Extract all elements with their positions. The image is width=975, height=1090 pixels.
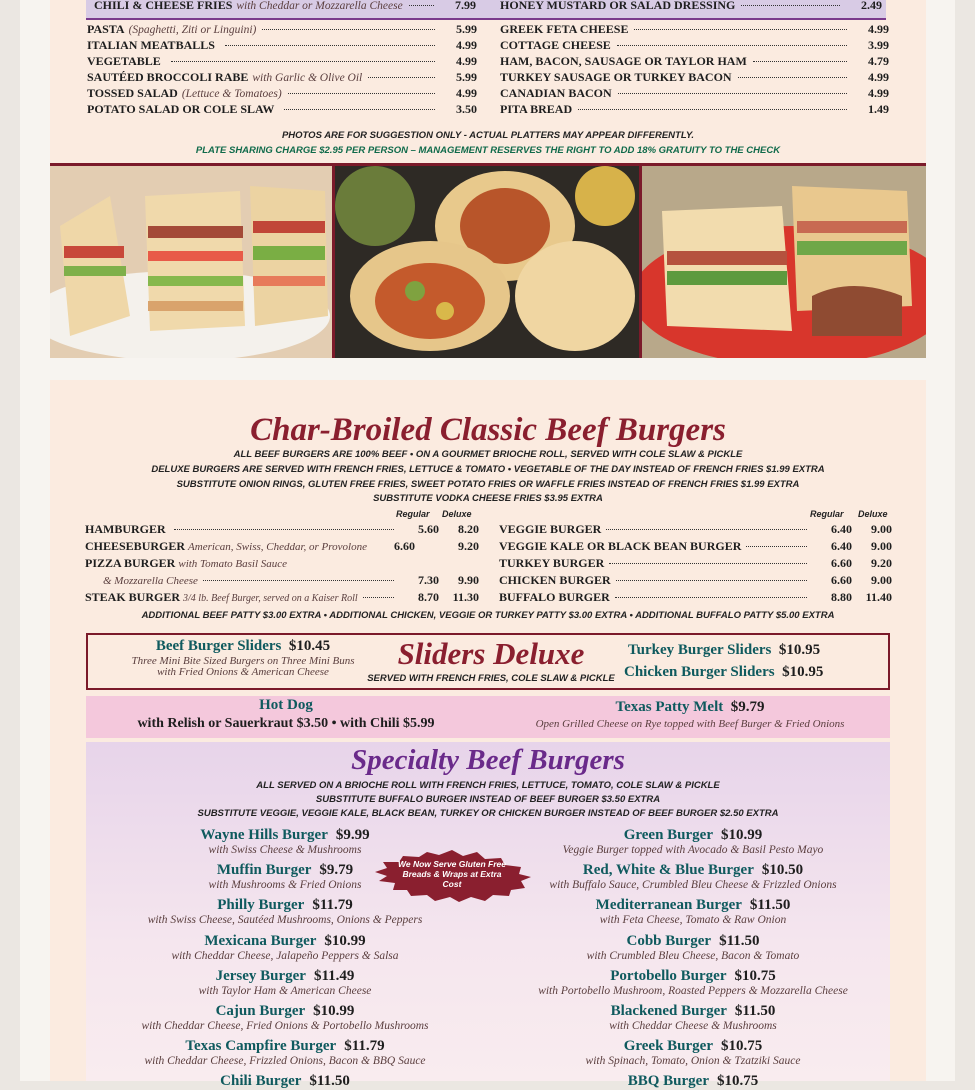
gluten-free-badge [373,850,531,902]
specialty-item: Mediterranean Burger $11.50 with Feta Cheese, Tomato & Raw Onion [595,897,791,926]
classic-note: DELUXE BURGERS ARE SERVED WITH FRENCH FRIES, LETTUCE & TOMATO • VEGETABLE OF THE DAY INSTEAD OF FRENCH FRIES $1.99 EXTRA [151,464,825,475]
col-regular-right: Regular [810,509,844,519]
hot-dog-band [86,696,890,738]
specialty-title: Specialty Beef Burgers [351,744,625,776]
burger-row: PIZZA BURGER with Tomato Basil Sauce [85,556,288,570]
specialty-item: Wayne Hills Burger $9.99 with Swiss Cheese & Mushrooms [200,827,370,856]
burger-row: & Mozzarella Cheese 7.30 9.90 [103,573,479,587]
specialty-note: SUBSTITUTE VEGGIE, VEGGIE KALE, BLACK BEAN, TURKEY OR CHICKEN BURGER INSTEAD OF BEEF BURGER $2.50 EXTRA [197,808,779,819]
badge-text: We Now Serve Gluten Free Breads & Wraps at Extra Cost [397,859,506,889]
classic-note: SUBSTITUTE VODKA CHEESE FRIES $3.95 EXTRA [373,493,603,504]
col-deluxe-left: Deluxe [442,509,472,519]
specialty-note: SUBSTITUTE BUFFALO BURGER INSTEAD OF BEEF BURGER $3.50 EXTRA [315,794,661,805]
menu-item: COTTAGE CHEESE 3.99 [500,38,889,52]
patty-melt-desc: Open Grilled Cheese on Rye topped with Beef Burger & Fried Onions [535,718,845,730]
burgers-menu-panel [50,380,926,1089]
menu-item: VEGETABLE 4.99 [87,54,477,68]
wrap-photo [332,166,639,358]
specialty-item: Chili Burger $11.50 [220,1073,350,1089]
sliders-box [86,633,890,690]
burger-row: HAMBURGER 5.60 8.20 [85,522,479,536]
menu-item: HAM, BACON, SAUSAGE OR TAYLOR HAM 4.79 [500,54,889,68]
grilled-sandwich-photo [639,166,926,358]
specialty-item: Green Burger $10.99 Veggie Burger topped with Avocado & Basil Pesto Mayo [562,827,824,856]
classic-burgers-title: Char-Broiled Classic Beef Burgers [250,412,726,448]
burger-row: CHICKEN BURGER 6.60 9.00 [499,573,892,587]
specialty-item: Greek Burger $10.75 with Spinach, Tomato, Onion & Tzatziki Sauce [585,1038,801,1067]
burger-row: TURKEY BURGER 6.60 9.20 [499,556,892,570]
sliders-deluxe-title: Sliders Deluxe [397,636,585,671]
hot-dog-title: Hot Dog [259,697,313,713]
extra-patty-note: ADDITIONAL BEEF PATTY $3.00 EXTRA • ADDITIONAL CHICKEN, VEGGIE OR TURKEY PATTY $3.00 EXTRA • ADDITIONAL BUFFALO PATTY $5.00 EXTRA [141,610,835,621]
band-right-item: HONEY MUSTARD OR SALAD DRESSING 2.49 [500,0,882,12]
sides-menu-panel [50,0,926,355]
menu-item: PASTA (Spaghetti, Ziti or Linguini) 5.99 [87,22,477,36]
sliders-subtitle: SERVED WITH FRENCH FRIES, COLE SLAW & PICKLE [367,673,615,684]
menu-item: TURKEY SAUSAGE OR TURKEY BACON 4.99 [500,70,889,84]
specialty-item: Texas Campfire Burger $11.79 with Cheddar Cheese, Frizzled Onions, Bacon & BBQ Sauce [144,1038,426,1067]
classic-note: ALL BEEF BURGERS ARE 100% BEEF • ON A GOURMET BRIOCHE ROLL, SERVED WITH COLE SLAW & PICKLE [233,449,743,460]
chicken-sliders: Chicken Burger Sliders $10.95 [624,664,824,680]
burger-row: STEAK BURGER 3/4 lb. Beef Burger, served on a Kaiser Roll 8.70 11.30 [85,590,479,604]
band-left-item: CHILI & CHEESE FRIES with Cheddar or Mozzarella Cheese 7.99 [94,0,476,12]
burger-row: VEGGIE BURGER 6.40 9.00 [499,522,892,536]
specialty-item: BBQ Burger $10.75 [627,1073,759,1089]
turkey-sliders: Turkey Burger Sliders $10.95 [628,642,821,658]
specialty-note: ALL SERVED ON A BRIOCHE ROLL WITH FRENCH FRIES, LETTUCE, TOMATO, COLE SLAW & PICKLE [256,780,720,791]
specialty-item: Portobello Burger $10.75 with Portobello Mushroom, Roasted Peppers & Mozzarella Cheese [538,968,848,997]
burger-row: BUFFALO BURGER 8.80 11.40 [499,590,892,604]
menu-item: ITALIAN MEATBALLS 4.99 [87,38,477,52]
club-sandwich-photo [50,166,332,358]
sharing-charge-note: PLATE SHARING CHARGE $2.95 PER PERSON – MANAGEMENT RESERVES THE RIGHT TO ADD 18% GRATUITY TO THE CHECK [195,145,781,156]
burger-row: VEGGIE KALE OR BLACK BEAN BURGER 6.40 9.00 [499,539,892,553]
col-regular-left: Regular [396,509,430,519]
specialty-item: Muffin Burger $9.79 with Mushrooms & Fried Onions [208,862,362,891]
burger-row: CHEESEBURGER American, Swiss, Cheddar, or Provolone 6.60 9.20 [85,539,479,553]
menu-item: SAUTÉED BROCCOLI RABE with Garlic & Olive Oil 5.99 [87,70,477,84]
specialty-item: Blackened Burger $11.50 with Cheddar Cheese & Mushrooms [609,1003,777,1032]
beef-sliders: Beef Burger Sliders $10.45 Three Mini Bite Sized Burgers on Three Mini Buns with Fried Onions & American Cheese [131,638,355,678]
patty-melt: Texas Patty Melt $9.79 [615,699,765,715]
specialty-item: Cobb Burger $11.50 with Crumbled Bleu Cheese, Bacon & Tomato [586,933,800,962]
specialty-item: Cajun Burger $10.99 with Cheddar Cheese, Fried Onions & Portobello Mushrooms [141,1003,429,1032]
menu-item: PITA BREAD 1.49 [500,102,889,116]
hot-dog-prices: with Relish or Sauerkraut $3.50 • with Chili $5.99 [137,716,435,731]
specialty-item: Philly Burger $11.79 with Swiss Cheese, Sautéed Mushrooms, Onions & Peppers [147,897,423,926]
specialty-item: Jersey Burger $11.49 with Taylor Ham & American Cheese [198,968,372,997]
col-deluxe-right: Deluxe [858,509,888,519]
menu-item: TOSSED SALAD (Lettuce & Tomatoes) 4.99 [87,86,477,100]
classic-note: SUBSTITUTE ONION RINGS, GLUTEN FREE FRIES, SWEET POTATO FRIES OR WAFFLE FRIES INSTEAD OF FRENCH FRIES $1.99 EXTRA [176,479,800,490]
photo-strip [50,163,926,358]
menu-item: POTATO SALAD OR COLE SLAW 3.50 [87,102,477,116]
menu-item: CANADIAN BACON 4.99 [500,86,889,100]
photo-disclaimer: PHOTOS ARE FOR SUGGESTION ONLY - ACTUAL PLATTERS MAY APPEAR DIFFERENTLY. [281,130,695,141]
menu-item: GREEK FETA CHEESE 4.99 [500,22,889,36]
specialty-item: Mexicana Burger $10.99 with Cheddar Cheese, Jalapeño Peppers & Salsa [171,933,399,962]
specialty-item: Red, White & Blue Burger $10.50 with Buffalo Sauce, Crumbled Bleu Cheese & Frizzled Onions [549,862,837,891]
